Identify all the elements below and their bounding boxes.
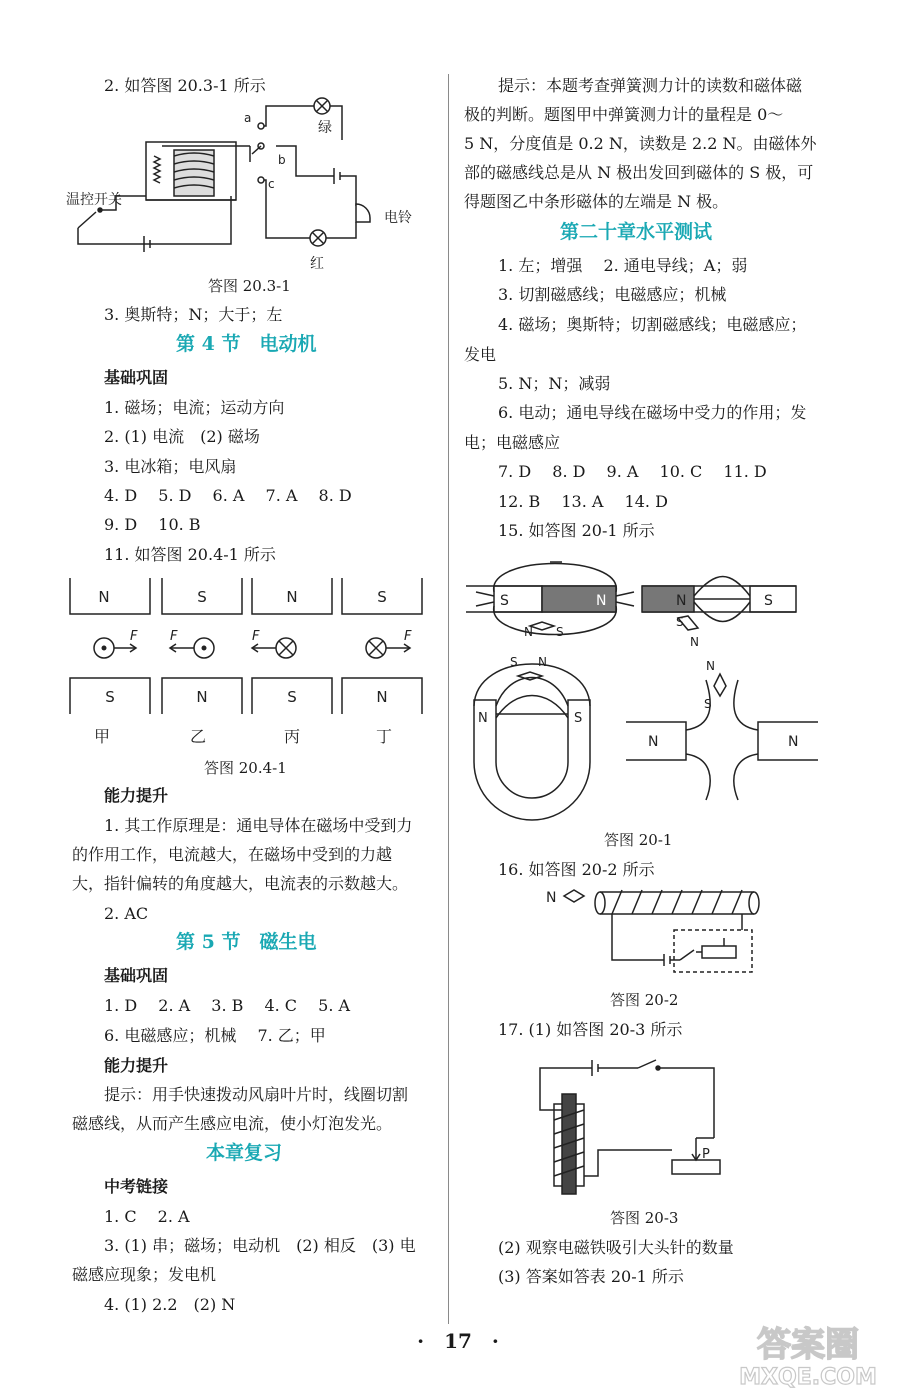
- pole-label: N: [788, 734, 799, 750]
- pole-label: N: [98, 588, 110, 606]
- pole-label: S: [764, 593, 773, 609]
- answer-line: 极的判断。题图甲中弹簧测力计的量程是 0～: [464, 105, 784, 124]
- compass-label: N: [538, 655, 547, 669]
- figure-20-3-electromagnet: [538, 1054, 728, 1204]
- section-heading: 第 5 节 磁生电: [176, 931, 317, 953]
- subheading: 基础巩固: [104, 368, 169, 387]
- answer-line: 磁感线，从而产生感应电流，使小灯泡发光。: [72, 1114, 393, 1133]
- green-lamp-label: 绿: [318, 120, 332, 136]
- compass-label: N: [546, 890, 557, 906]
- pole-label: S: [287, 688, 297, 706]
- answer-line: 提示：本题考查弹簧测力计的读数和磁体磁: [498, 76, 803, 95]
- answer-line: 4. 磁场；奥斯特；切割磁感线；电磁感应；: [498, 315, 807, 334]
- force-label: F: [404, 629, 412, 644]
- figure-name: 甲: [93, 727, 111, 746]
- answer-line: 12. B 13. A 14. D: [498, 492, 668, 511]
- answer-line: 16. 如答图 20-2 所示: [498, 860, 655, 879]
- answer-line: 2. AC: [104, 904, 149, 923]
- pole-label: N: [376, 688, 388, 706]
- answer-line: 发电: [464, 345, 497, 364]
- figure-20-1-magnetic-fields: [466, 550, 906, 822]
- answer-line: 电；电磁感应: [464, 433, 561, 452]
- watermark-en: MXQE.COM: [739, 1365, 877, 1390]
- figure-20-2-solenoid: [534, 886, 774, 978]
- subheading: 能力提升: [104, 786, 169, 805]
- answer-line: (3) 答案如答表 20-1 所示: [498, 1267, 684, 1286]
- answer-line: 15. 如答图 20-1 所示: [498, 521, 655, 540]
- answer-line: 1. 磁场；电流；运动方向: [104, 398, 285, 417]
- force-label: F: [252, 629, 260, 644]
- answer-line: 1. D 2. A 3. B 4. C 5. A: [104, 996, 351, 1015]
- slider-label: P: [702, 1147, 710, 1162]
- answer-line: 部的磁感线总是从 N 极出发回到磁体的 S 极，可: [464, 163, 814, 182]
- answer-line: 3. 切割磁感线；电磁感应；机械: [498, 285, 727, 304]
- answer-line: 3. 奥斯特；N；大于；左: [104, 305, 283, 324]
- figure-caption: 答图 20.3-1: [208, 277, 291, 295]
- compass-label: S: [510, 655, 518, 669]
- figure-caption: 答图 20-2: [610, 991, 679, 1009]
- thermo-switch-label: 温控开关: [66, 192, 122, 208]
- figure-20-3-1-relay-circuit: [66, 96, 426, 274]
- answer-line: 2. (1) 电流 (2) 磁场: [104, 427, 260, 446]
- answer-line: 2. 如答图 20.3-1 所示: [104, 76, 266, 95]
- page-number: · 17 ·: [417, 1329, 499, 1353]
- pole-label: N: [596, 593, 607, 609]
- compass-label: N: [524, 625, 533, 639]
- subheading: 基础巩固: [104, 966, 169, 985]
- answer-line: 5 N，分度值是 0.2 N，读数是 2.2 N。由磁体外: [464, 134, 817, 153]
- answer-line: 3. 电冰箱；电风扇: [104, 457, 237, 476]
- compass-label: N: [690, 635, 699, 649]
- force-label: F: [170, 629, 178, 644]
- subheading: 能力提升: [104, 1056, 169, 1075]
- bell-label: 电铃: [384, 210, 412, 226]
- pole-label: N: [648, 734, 659, 750]
- figure-20-4-1-motor-forces: [64, 572, 434, 754]
- answer-line: 1. 左；增强 2. 通电导线；A；弱: [498, 256, 748, 275]
- pole-label: N: [286, 588, 298, 606]
- pole-label: S: [105, 688, 115, 706]
- compass-label: S: [676, 615, 684, 629]
- section-heading: 第二十章水平测试: [560, 221, 713, 243]
- pole-label: S: [500, 593, 509, 609]
- answer-line: 1. 其工作原理是：通电导体在磁场中受到力: [104, 816, 413, 835]
- figure-name: 丁: [375, 727, 393, 746]
- subheading: 中考链接: [104, 1177, 169, 1196]
- answer-line: 4. D 5. D 6. A 7. A 8. D: [104, 486, 352, 505]
- answer-line: 1. C 2. A: [104, 1207, 190, 1226]
- pole-label: N: [676, 593, 687, 609]
- figure-caption: 答图 20-1: [604, 831, 673, 849]
- pole-label: N: [196, 688, 208, 706]
- answer-line: 17. (1) 如答图 20-3 所示: [498, 1020, 683, 1039]
- answer-line: 7. D 8. D 9. A 10. C 11. D: [498, 462, 767, 481]
- compass-label: S: [556, 625, 564, 639]
- answer-line: 的作用工作，电流越大，在磁场中受到的力越: [72, 845, 393, 864]
- compass-label: N: [706, 659, 715, 673]
- answer-line: 5. N；N；减弱: [498, 374, 611, 393]
- figure-name: 丙: [283, 727, 301, 746]
- contact-a-label: a: [244, 111, 252, 125]
- answer-line: 磁感应现象；发电机: [72, 1265, 217, 1284]
- figure-caption: 答图 20-3: [610, 1209, 679, 1227]
- figure-caption: 答图 20.4-1: [204, 759, 287, 777]
- pole-label: S: [197, 588, 207, 606]
- section-heading: 第 4 节 电动机: [176, 333, 317, 355]
- red-lamp-label: 红: [310, 256, 324, 272]
- answer-line: (2) 观察电磁铁吸引大头针的数量: [498, 1238, 734, 1257]
- contact-b-label: b: [278, 153, 286, 167]
- answer-line: 提示：用手快速拨动风扇叶片时，线圈切割: [104, 1085, 409, 1104]
- pole-label: N: [478, 711, 488, 726]
- pole-label: S: [574, 711, 583, 726]
- figure-name: 乙: [189, 727, 207, 746]
- pole-label: S: [377, 588, 387, 606]
- compass-label: S: [704, 697, 712, 711]
- watermark-logo: [712, 1320, 902, 1390]
- answer-line: 6. 电动；通电导线在磁场中受力的作用；发: [498, 403, 807, 422]
- contact-c-label: c: [268, 177, 275, 191]
- answer-line: 3. (1) 串；磁场；电动机 (2) 相反 (3) 电: [104, 1236, 416, 1255]
- answer-line: 大，指针偏转的角度越大，电流表的示数越大。: [72, 874, 409, 893]
- answer-line: 得题图乙中条形磁体的左端是 N 极。: [464, 192, 729, 211]
- answer-line: 4. (1) 2.2 (2) N: [104, 1295, 236, 1314]
- column-divider: [448, 74, 449, 1324]
- answer-line: 6. 电磁感应；机械 7. 乙；甲: [104, 1026, 326, 1045]
- section-heading: 本章复习: [206, 1142, 283, 1164]
- answer-line: 11. 如答图 20.4-1 所示: [104, 545, 276, 564]
- answer-line: 9. D 10. B: [104, 515, 201, 534]
- watermark-cn: 答案圈: [757, 1325, 859, 1365]
- force-label: F: [130, 629, 138, 644]
